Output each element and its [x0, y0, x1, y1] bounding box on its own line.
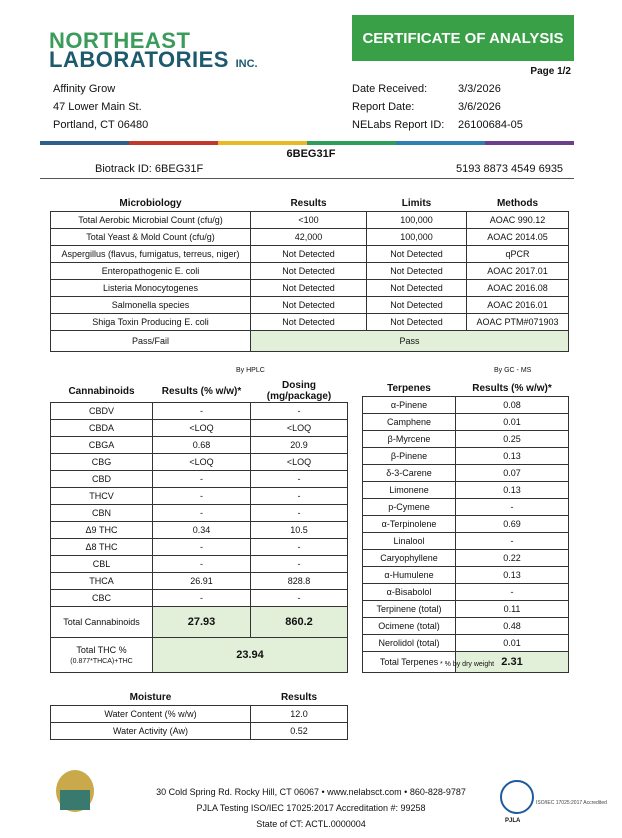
micro-row — [51, 314, 569, 331]
terp-cell: Terpinene (total) — [363, 601, 456, 618]
terp-row — [363, 499, 569, 516]
pjla-text: PJLA — [505, 818, 521, 824]
terp-cell: 0.11 — [456, 601, 569, 618]
coa-banner: CERTIFICATE OF ANALYSIS — [352, 15, 574, 61]
cann-row — [51, 437, 348, 454]
terp-cell: α-Pinene — [363, 397, 456, 414]
iso-text: ISO/IEC 17025:2017 Accredited — [536, 800, 607, 806]
micro-cell: qPCR — [467, 246, 569, 263]
micro-cell: Not Detected — [367, 246, 467, 263]
micro-cell: Not Detected — [251, 280, 367, 297]
micro-cell: Not Detected — [251, 314, 367, 331]
micro-cell: Not Detected — [367, 314, 467, 331]
footer-contact: 30 Cold Spring Rd. Rocky Hill, CT 06067 • www.nelabsct.com • 860-828-9787 — [156, 787, 466, 797]
report-date-label: Report Date: — [352, 101, 415, 113]
terp-row — [363, 482, 569, 499]
micro-header: Limits — [401, 197, 432, 209]
micro-cell: AOAC 2017.01 — [467, 263, 569, 280]
cann-cell: - — [153, 556, 251, 573]
divider — [40, 178, 574, 179]
cann-cell: - — [153, 539, 251, 556]
terp-row — [363, 397, 569, 414]
microbiology-table — [50, 195, 569, 352]
cann-cell: - — [153, 471, 251, 488]
receipt-values — [458, 80, 523, 134]
cann-header: Dosing (mg/package) — [266, 380, 332, 402]
report-date: 3/6/2026 — [458, 101, 501, 113]
terp-cell: Caryophyllene — [363, 550, 456, 567]
terp-header: Terpenes — [387, 382, 431, 394]
terp-cell: p-Cymene — [363, 499, 456, 516]
micro-header: Methods — [496, 197, 539, 209]
sample-number: 5193 8873 4549 6935 — [456, 163, 564, 175]
cann-cell: - — [153, 403, 251, 420]
terp-cell: 0.25 — [456, 431, 569, 448]
cann-cell: THCA — [51, 573, 153, 590]
passfail-row — [51, 331, 569, 352]
terp-cell: - — [456, 533, 569, 550]
terp-row — [363, 448, 569, 465]
terp-cell: 0.08 — [456, 397, 569, 414]
total-cann-dosing: 860.2 — [251, 607, 348, 638]
cann-cell: - — [251, 590, 348, 607]
logo-northeast: NORTHEAST — [49, 28, 191, 53]
moisture-table — [50, 689, 348, 740]
date-received-label: Date Received: — [352, 83, 428, 95]
cann-cell: - — [251, 539, 348, 556]
client-city: Portland, CT 06480 — [53, 119, 149, 131]
micro-cell: AOAC 2016.08 — [467, 280, 569, 297]
cann-cell: Δ8 THC — [51, 539, 153, 556]
receipt-labels — [352, 80, 444, 134]
terp-row — [363, 465, 569, 482]
cann-cell: 10.5 — [251, 522, 348, 539]
micro-row — [51, 297, 569, 314]
moisture-row — [51, 706, 348, 723]
cann-row — [51, 590, 348, 607]
terp-cell: - — [456, 584, 569, 601]
stripe-segment — [218, 141, 307, 145]
cann-cell: CBN — [51, 505, 153, 522]
terp-row — [363, 414, 569, 431]
cann-cell: CBG — [51, 454, 153, 471]
cann-row — [51, 573, 348, 590]
micro-header: Microbiology — [119, 197, 182, 209]
total-cann-label: Total Cannabinoids — [51, 607, 153, 638]
moisture-header: Results — [280, 691, 318, 703]
report-id-label: NELabs Report ID: — [352, 119, 445, 131]
cann-cell: <LOQ — [153, 420, 251, 437]
cann-cell: - — [251, 403, 348, 420]
cann-cell: 0.34 — [153, 522, 251, 539]
cann-cell: - — [153, 488, 251, 505]
passfail-value: Pass — [251, 331, 569, 352]
terp-row — [363, 618, 569, 635]
terp-row — [363, 601, 569, 618]
cann-cell: - — [251, 505, 348, 522]
stripe-segment — [307, 141, 396, 145]
biotrack — [95, 163, 203, 175]
cann-cell: 26.91 — [153, 573, 251, 590]
micro-cell: 100,000 — [367, 212, 467, 229]
terp-cell: 0.13 — [456, 567, 569, 584]
sample-id: 6BEG31F — [286, 148, 336, 160]
terp-cell: 0.07 — [456, 465, 569, 482]
page-number: Page 1/2 — [530, 66, 571, 77]
footer-accreditation: PJLA Testing ISO/IEC 17025:2017 Accreditation #: 99258 — [196, 803, 426, 813]
moisture-header: Moisture — [129, 691, 172, 703]
micro-cell: Not Detected — [251, 263, 367, 280]
logo-laboratories — [49, 47, 258, 73]
cann-cell: CBDV — [51, 403, 153, 420]
micro-cell: Total Yeast & Mold Count (cfu/g) — [51, 229, 251, 246]
cannabinoids-table — [50, 380, 348, 673]
footer-state: State of CT: ACTL.0000004 — [256, 819, 366, 829]
terp-cell: 0.01 — [456, 635, 569, 652]
terp-cell: α-Bisabolol — [363, 584, 456, 601]
micro-cell: Shiga Toxin Producing E. coli — [51, 314, 251, 331]
terp-cell: δ-3-Carene — [363, 465, 456, 482]
cann-row — [51, 522, 348, 539]
total-cann-row — [51, 607, 348, 638]
micro-cell: 42,000 — [251, 229, 367, 246]
cann-cell: 828.8 — [251, 573, 348, 590]
terp-cell: Nerolidol (total) — [363, 635, 456, 652]
moisture-cell: 12.0 — [251, 706, 348, 723]
color-stripe — [40, 141, 574, 145]
total-terp-label: Total Terpenes — [363, 652, 456, 673]
total-thc-label — [51, 638, 153, 673]
cann-cell: <LOQ — [153, 454, 251, 471]
cann-cell: CBDA — [51, 420, 153, 437]
date-received: 3/3/2026 — [458, 83, 501, 95]
cann-row — [51, 403, 348, 420]
cann-header: Results (% w/w)* — [161, 385, 242, 397]
dry-weight-note: * % by dry weight — [440, 661, 495, 668]
micro-cell: Not Detected — [251, 246, 367, 263]
terp-row — [363, 550, 569, 567]
moisture-cell: 0.52 — [251, 723, 348, 740]
micro-cell: AOAC 2014.05 — [467, 229, 569, 246]
terp-row — [363, 516, 569, 533]
micro-cell: Aspergillus (flavus, fumigatus, terreus, niger) — [51, 246, 251, 263]
client-address — [53, 80, 148, 134]
micro-cell: Not Detected — [367, 280, 467, 297]
total-thc-text: Total THC % — [76, 645, 127, 655]
terp-row — [363, 567, 569, 584]
total-thc-formula: (0.877*THCA)+THC — [70, 658, 133, 665]
micro-cell: Total Aerobic Microbial Count (cfu/g) — [51, 212, 251, 229]
micro-cell: AOAC 2016.01 — [467, 297, 569, 314]
total-cann-result: 27.93 — [153, 607, 251, 638]
micro-cell: AOAC 990.12 — [467, 212, 569, 229]
micro-cell: Enteropathogenic E. coli — [51, 263, 251, 280]
cann-cell: THCV — [51, 488, 153, 505]
cann-row — [51, 420, 348, 437]
terp-cell: Limonene — [363, 482, 456, 499]
stripe-segment — [40, 141, 129, 145]
stripe-segment — [485, 141, 574, 145]
terp-cell: α-Terpinolene — [363, 516, 456, 533]
terp-cell: Camphene — [363, 414, 456, 431]
moisture-row — [51, 723, 348, 740]
cann-cell: <LOQ — [251, 420, 348, 437]
cann-cell: - — [153, 590, 251, 607]
biotrack-id: 6BEG31F — [154, 163, 204, 175]
cann-cell: <LOQ — [251, 454, 348, 471]
cann-cell: CBD — [51, 471, 153, 488]
cann-header: Cannabinoids — [68, 385, 135, 397]
cann-row — [51, 505, 348, 522]
micro-cell: Listeria Monocytogenes — [51, 280, 251, 297]
cann-cell: CBGA — [51, 437, 153, 454]
micro-cell: Not Detected — [367, 263, 467, 280]
hplc-note: By HPLC — [236, 367, 265, 374]
terp-header: Results (% w/w)* — [472, 382, 552, 394]
pjla-logo-icon — [500, 780, 534, 814]
micro-row — [51, 212, 569, 229]
cann-cell: Δ9 THC — [51, 522, 153, 539]
terp-row — [363, 533, 569, 550]
micro-cell: <100 — [251, 212, 367, 229]
cann-cell: - — [251, 488, 348, 505]
micro-cell: 100,000 — [367, 229, 467, 246]
terp-cell: - — [456, 499, 569, 516]
micro-row — [51, 263, 569, 280]
cann-row — [51, 556, 348, 573]
micro-row — [51, 229, 569, 246]
terpenes-table — [362, 380, 569, 673]
logo-inc: INC. — [235, 58, 258, 70]
cann-cell: 0.68 — [153, 437, 251, 454]
client-name: Affinity Grow — [53, 83, 116, 95]
biotrack-label: Biotrack ID: — [95, 163, 152, 175]
terp-cell: Ocimene (total) — [363, 618, 456, 635]
terp-cell: 0.13 — [456, 482, 569, 499]
stripe-segment — [396, 141, 485, 145]
gcms-note: By GC - MS — [494, 367, 532, 374]
terp-row — [363, 635, 569, 652]
cann-cell: - — [153, 505, 251, 522]
micro-row — [51, 280, 569, 297]
cann-cell: - — [251, 471, 348, 488]
moisture-cell: Water Activity (Aw) — [51, 723, 251, 740]
cann-cell: CBC — [51, 590, 153, 607]
cann-cell: CBL — [51, 556, 153, 573]
stripe-segment — [129, 141, 218, 145]
terp-cell: 0.69 — [456, 516, 569, 533]
cann-row — [51, 539, 348, 556]
terp-cell: β-Myrcene — [363, 431, 456, 448]
moisture-cell: Water Content (% w/w) — [51, 706, 251, 723]
micro-cell: AOAC PTM#071903 — [467, 314, 569, 331]
total-thc-value: 23.94 — [153, 638, 348, 673]
micro-cell: Not Detected — [251, 297, 367, 314]
terp-row — [363, 584, 569, 601]
cann-row — [51, 488, 348, 505]
micro-cell: Salmonella species — [51, 297, 251, 314]
passfail-label: Pass/Fail — [51, 331, 251, 352]
logo-labs-text: LABORATORIES — [49, 47, 229, 72]
cann-row — [51, 454, 348, 471]
cann-cell: 20.9 — [251, 437, 348, 454]
terp-cell: 0.48 — [456, 618, 569, 635]
terp-cell: Linalool — [363, 533, 456, 550]
terp-cell: β-Pinene — [363, 448, 456, 465]
terp-cell: 0.22 — [456, 550, 569, 567]
report-id: 26100684-05 — [458, 119, 523, 131]
cann-row — [51, 471, 348, 488]
terp-cell: 0.01 — [456, 414, 569, 431]
total-terp-value: 2.31 — [456, 652, 569, 673]
micro-cell: Not Detected — [367, 297, 467, 314]
client-street: 47 Lower Main St. — [53, 101, 142, 113]
micro-row — [51, 246, 569, 263]
terp-row — [363, 431, 569, 448]
terp-cell: α-Humulene — [363, 567, 456, 584]
terp-cell: 0.13 — [456, 448, 569, 465]
cann-cell: - — [251, 556, 348, 573]
micro-header: Results — [290, 197, 327, 209]
total-thc-row — [51, 638, 348, 673]
